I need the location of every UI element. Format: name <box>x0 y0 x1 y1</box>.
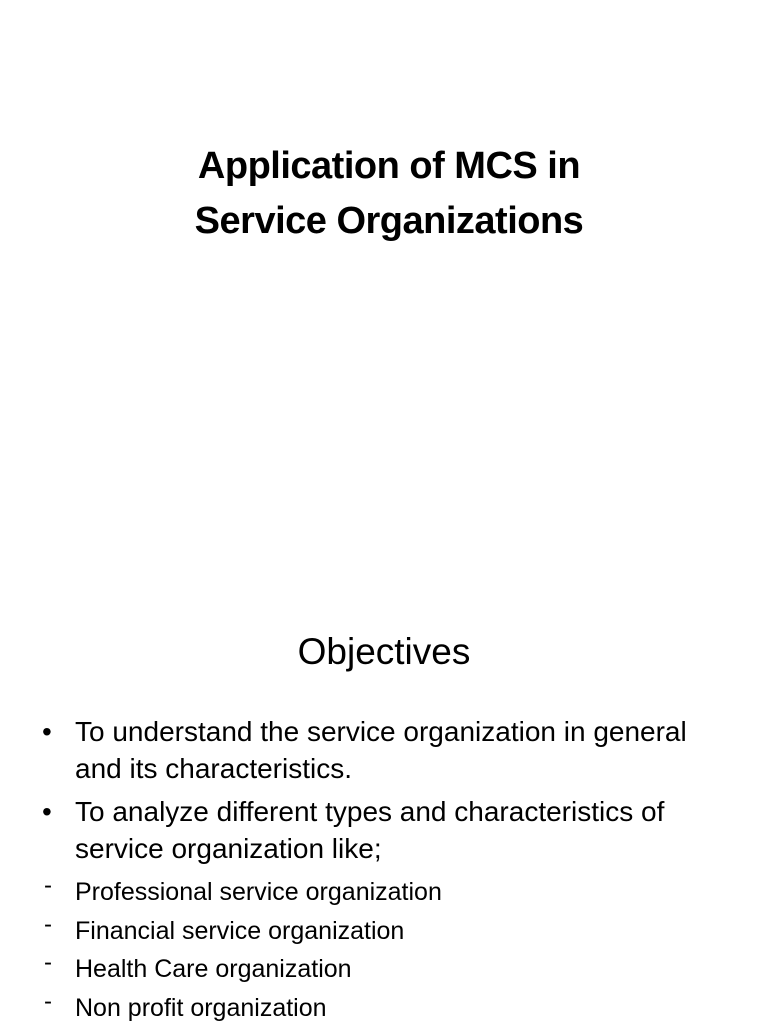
slide-title-line-1: Application of MCS in <box>197 145 581 187</box>
sub-list-item <box>0 950 768 989</box>
sub-item-text: Professional service organization <box>75 878 442 906</box>
slide-title <box>0 139 768 249</box>
list-item <box>0 713 768 787</box>
bullet-marker: • <box>42 716 52 747</box>
bullet-text: To understand the service organization in general and its characteristics. <box>75 716 687 784</box>
sub-list-item <box>0 873 768 912</box>
sub-item-text: Financial service organization <box>75 916 405 945</box>
sub-item-text: Non profit organization <box>75 993 327 1022</box>
bullet-text: To analyze different types and characteristics of service organization like; <box>75 796 665 864</box>
dash-marker: - <box>44 949 52 976</box>
dash-marker: - <box>44 910 52 938</box>
objectives-list <box>0 713 768 1024</box>
sub-item-text: Health Care organization <box>75 955 352 983</box>
dash-marker: - <box>44 987 52 1015</box>
list-item <box>0 793 768 867</box>
sub-list-item <box>0 989 768 1024</box>
objectives-slide <box>0 560 768 1024</box>
slide-title-line-2: Service Organizations <box>194 200 584 242</box>
dash-marker: - <box>44 872 52 899</box>
bullet-marker: • <box>42 796 52 827</box>
objectives-heading: Objectives <box>297 631 471 672</box>
sub-list-item <box>0 912 768 951</box>
